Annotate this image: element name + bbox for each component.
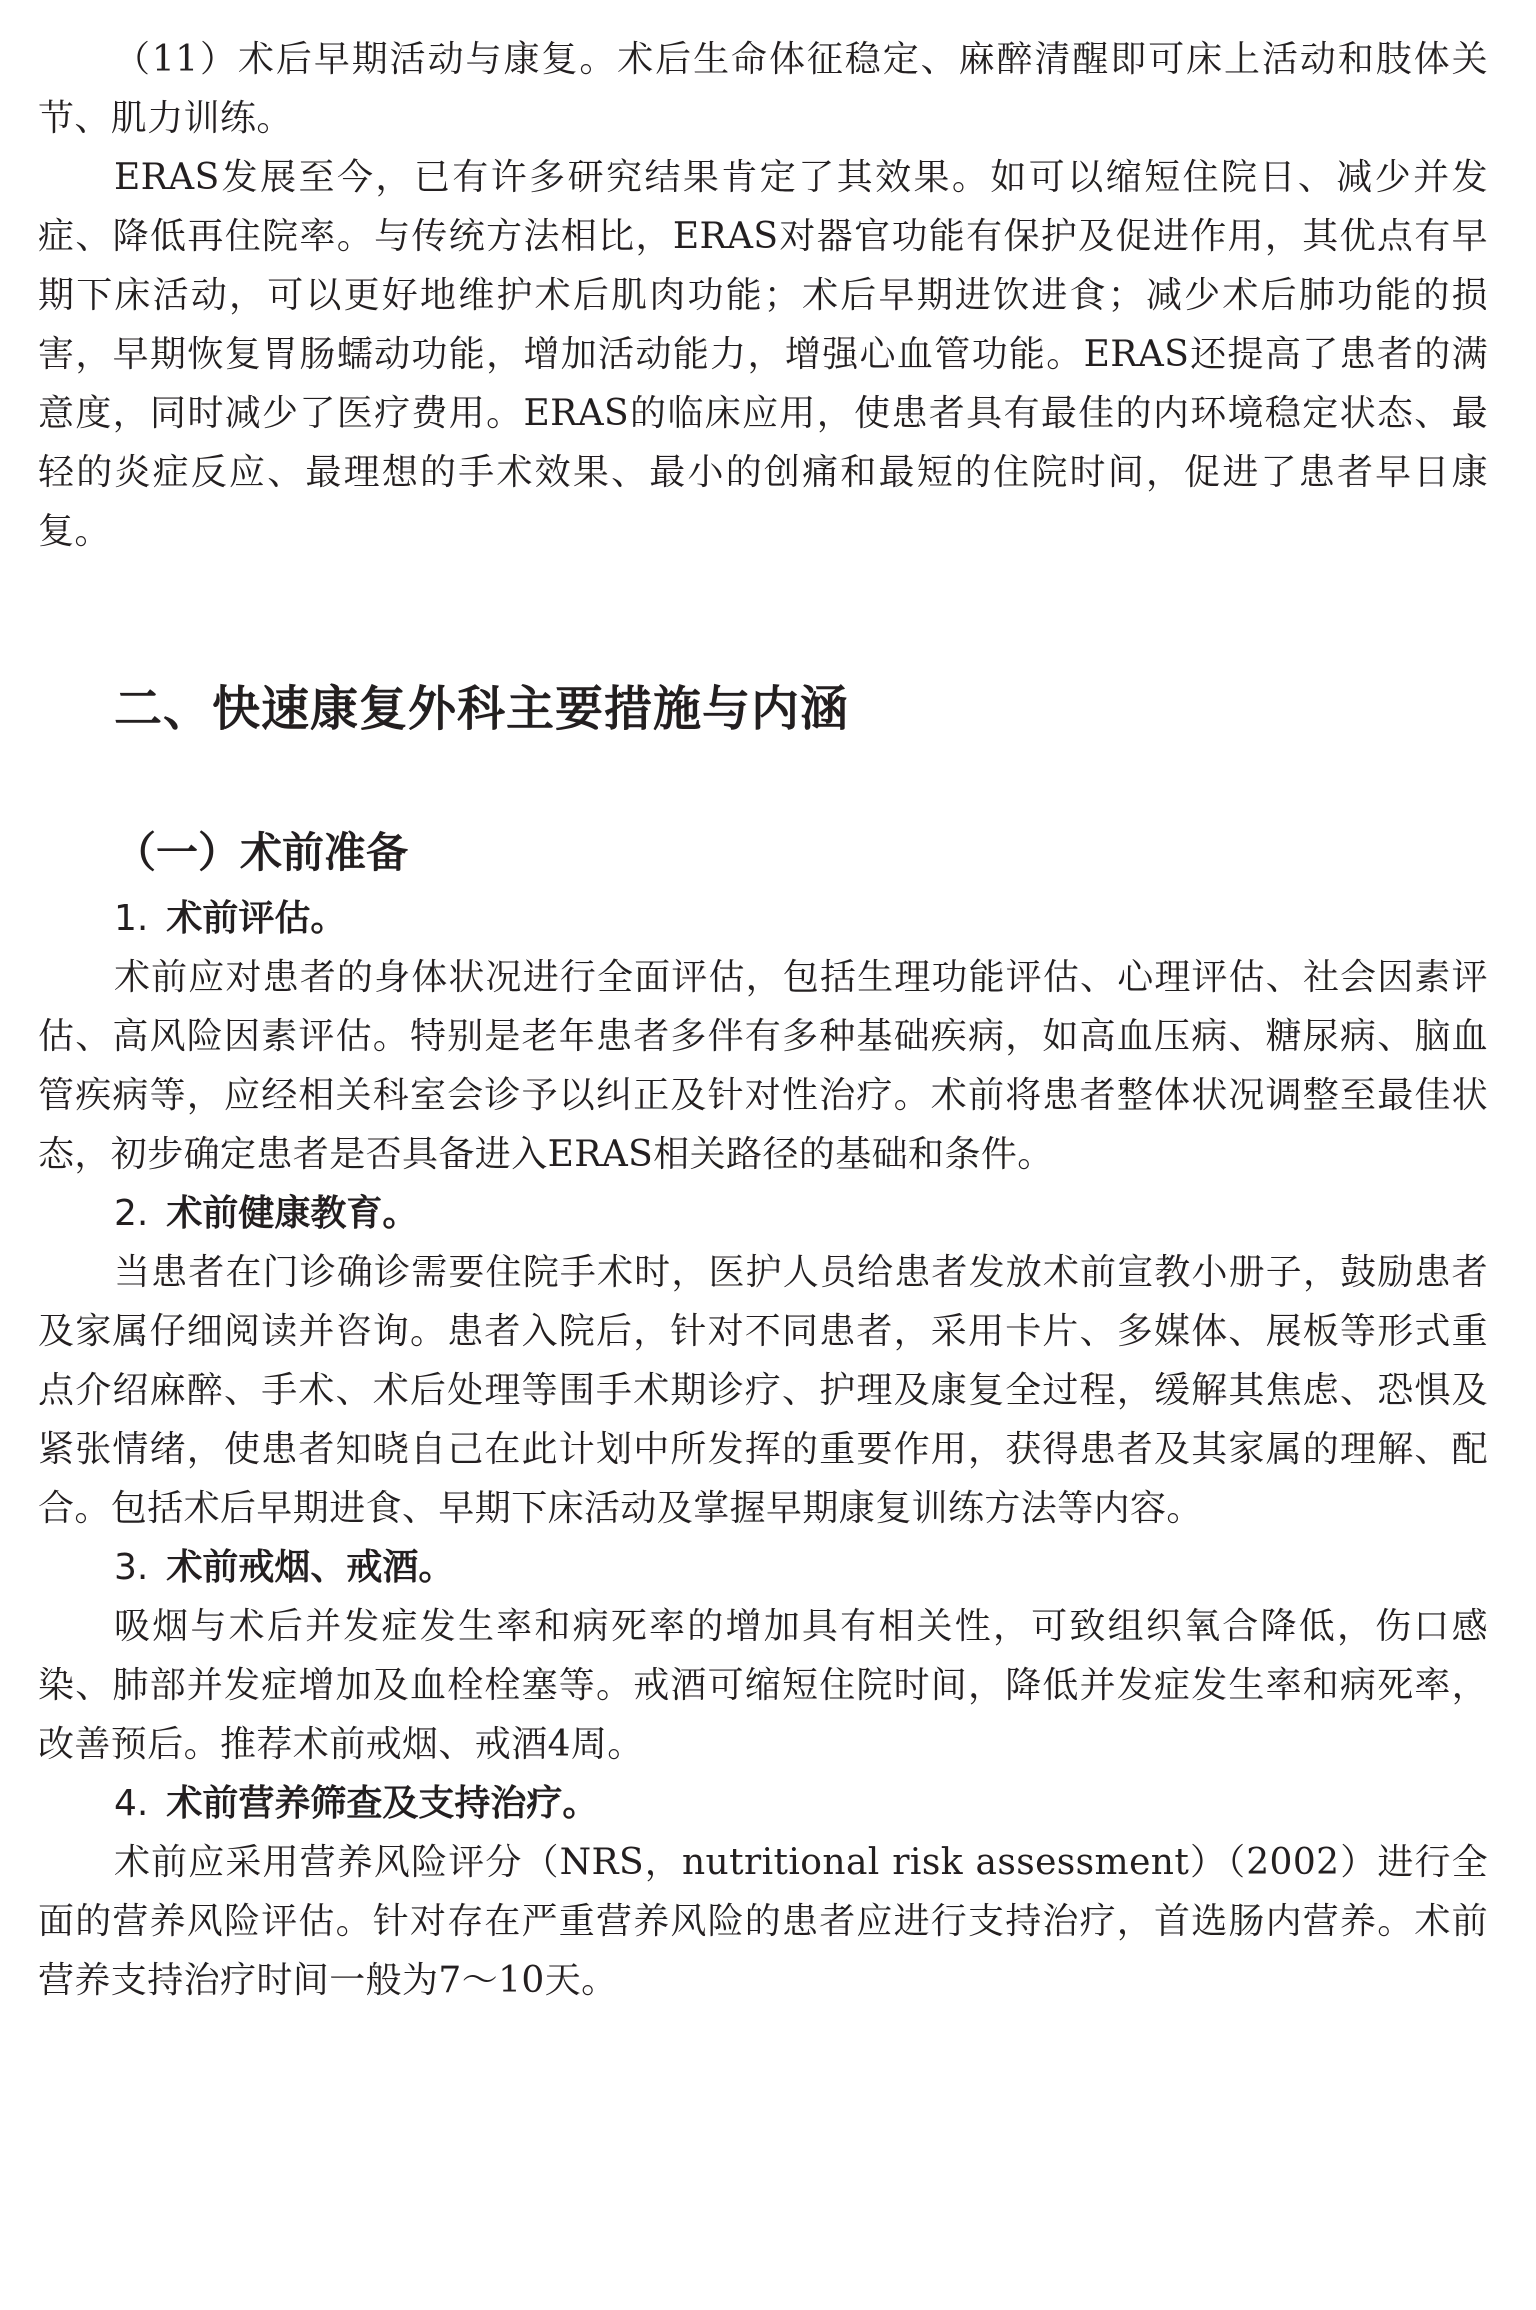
item-heading-text-1: 术前评估。 — [166, 898, 347, 939]
intro-paragraph-2: ERAS发展至今，已有许多研究结果肯定了其效果。如可以缩短住院日、减少并发症、降低再住院率。与传统方法相比，ERAS对器官功能有保护及促进作用，其优点有早期下床活动，可以更好地维护术后肌肉功能；术后早期进饮进食；减少术后肺功能的损害，早期恢复胃肠蠕动功能，增加活动能力，增强心血管功能。ERAS还提高了患者的满意度，同时减少了医疗费用。ERAS的临床应用，使患者具有最佳的内环境稳定状态、最轻的炎症反应、最理想的手术效果、最小的创痛和最短的住院时间，促进了患者早日康复。 — [38, 157, 1488, 552]
intro-paragraph-1: （11）术后早期活动与康复。术后生命体征稳定、麻醉清醒即可床上活动和肢体关节、肌力训练。 — [38, 39, 1488, 139]
item-number-2: 2. — [114, 1193, 149, 1234]
item-heading-2 — [38, 1184, 1488, 1243]
item-heading-text-2: 术前健康教育。 — [166, 1193, 419, 1234]
item-number-4: 4. — [114, 1783, 149, 1824]
item-body-2: 当患者在门诊确诊需要住院手术时，医护人员给患者发放术前宣教小册子，鼓励患者及家属仔细阅读并咨询。患者入院后，针对不同患者，采用卡片、多媒体、展板等形式重点介绍麻醉、手术、术后处理等围手术期诊疗、护理及康复全过程，缓解其焦虑、恐惧及紧张情绪，使患者知晓自己在此计划中所发挥的重要作用，获得患者及其家属的理解、配合。包括术后早期进食、早期下床活动及掌握早期康复训练方法等内容。 — [38, 1252, 1488, 1529]
item-heading-4 — [38, 1774, 1488, 1833]
item-body-3: 吸烟与术后并发症发生率和病死率的增加具有相关性，可致组织氧合降低，伤口感染、肺部并发症增加及血栓栓塞等。戒酒可缩短住院时间，降低并发症发生率和病死率，改善预后。推荐术前戒烟、戒酒4周。 — [38, 1606, 1488, 1765]
item-body-4: 术前应采用营养风险评分（NRS，nutritional risk assessment）（2002）进行全面的营养风险评估。针对存在严重营养风险的患者应进行支持治疗，首选肠内营养。术前营养支持治疗时间一般为7～10天。 — [38, 1842, 1488, 2001]
item-heading-3 — [38, 1538, 1488, 1597]
item-heading-text-4: 术前营养筛查及支持治疗。 — [166, 1783, 599, 1824]
item-heading-text-3: 术前戒烟、戒酒。 — [166, 1547, 455, 1588]
item-heading-1 — [38, 889, 1488, 948]
item-body-1: 术前应对患者的身体状况进行全面评估，包括生理功能评估、心理评估、社会因素评估、高风险因素评估。特别是老年患者多伴有多种基础疾病，如高血压病、糖尿病、脑血管疾病等，应经相关科室会诊予以纠正及针对性治疗。术前将患者整体状况调整至最佳状态，初步确定患者是否具备进入ERAS相关路径的基础和条件。 — [38, 957, 1488, 1175]
section-title: 二、快速康复外科主要措施与内涵 — [114, 681, 850, 737]
document-page — [38, 30, 1488, 2010]
subsection-title: （一）术前准备 — [114, 828, 409, 877]
item-number-3: 3. — [114, 1547, 149, 1588]
item-number-1: 1. — [114, 898, 149, 939]
